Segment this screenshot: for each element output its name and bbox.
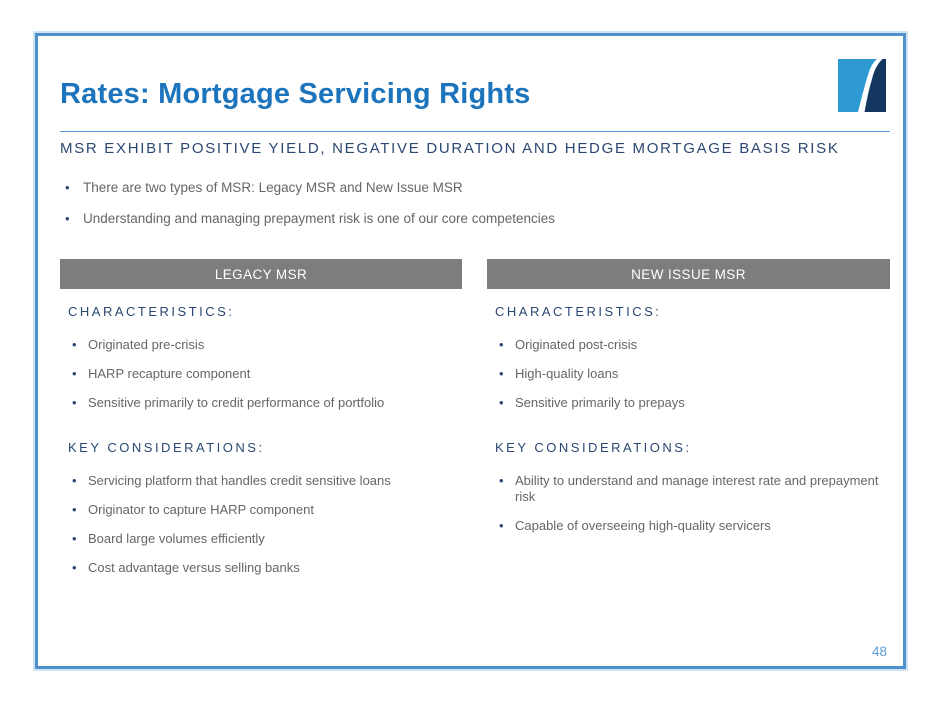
key-considerations-heading: KEY CONSIDERATIONS: [68,439,265,455]
new-issue-msr-column [487,259,890,547]
legacy-msr-header-bar: LEGACY MSR [60,259,462,289]
list-item: • Cost advantage versus selling banks [60,560,462,577]
list-item: • Originated pre-crisis [60,337,462,354]
characteristics-heading: CHARACTERISTICS: [68,304,235,319]
key-considerations-heading: KEY CONSIDERATIONS: [495,439,692,455]
page-number: 48 [871,644,887,659]
list-item: • High-quality loans [487,366,890,383]
new-issue-key-considerations-list [487,473,890,535]
intro-bullet-list [60,180,555,242]
list-item: • HARP recapture component [60,366,462,383]
list-item: • Board large volumes efficiently [60,531,462,548]
slide-frame [35,33,906,669]
slide-subtitle: MSR EXHIBIT POSITIVE YIELD, NEGATIVE DURATION AND HEDGE MORTGAGE BASIS RISK [60,140,840,157]
company-swoosh-logo-icon [838,59,886,112]
new-issue-msr-header-bar: NEW ISSUE MSR [487,259,890,289]
title-divider [60,131,890,132]
new-issue-characteristics-list [487,337,890,412]
page-title: Rates: Mortgage Servicing Rights [60,78,531,110]
list-item: • Sensitive primarily to credit performance of portfolio [60,395,462,412]
legacy-characteristics-list [60,337,462,412]
list-item: • Capable of overseeing high-quality servicers [487,518,890,535]
list-item: • Servicing platform that handles credit sensitive loans [60,473,462,490]
intro-bullet-item: • Understanding and managing prepayment risk is one of our core competencies [60,211,555,227]
list-item: • Originated post-crisis [487,337,890,354]
list-item: • Originator to capture HARP component [60,502,462,519]
intro-bullet-item: • There are two types of MSR: Legacy MSR and New Issue MSR [60,180,555,196]
legacy-msr-column [60,259,462,589]
characteristics-heading: CHARACTERISTICS: [495,304,662,319]
list-item: • Sensitive primarily to prepays [487,395,890,412]
list-item: • Ability to understand and manage interest rate and prepayment risk [487,473,890,506]
legacy-key-considerations-list [60,473,462,577]
